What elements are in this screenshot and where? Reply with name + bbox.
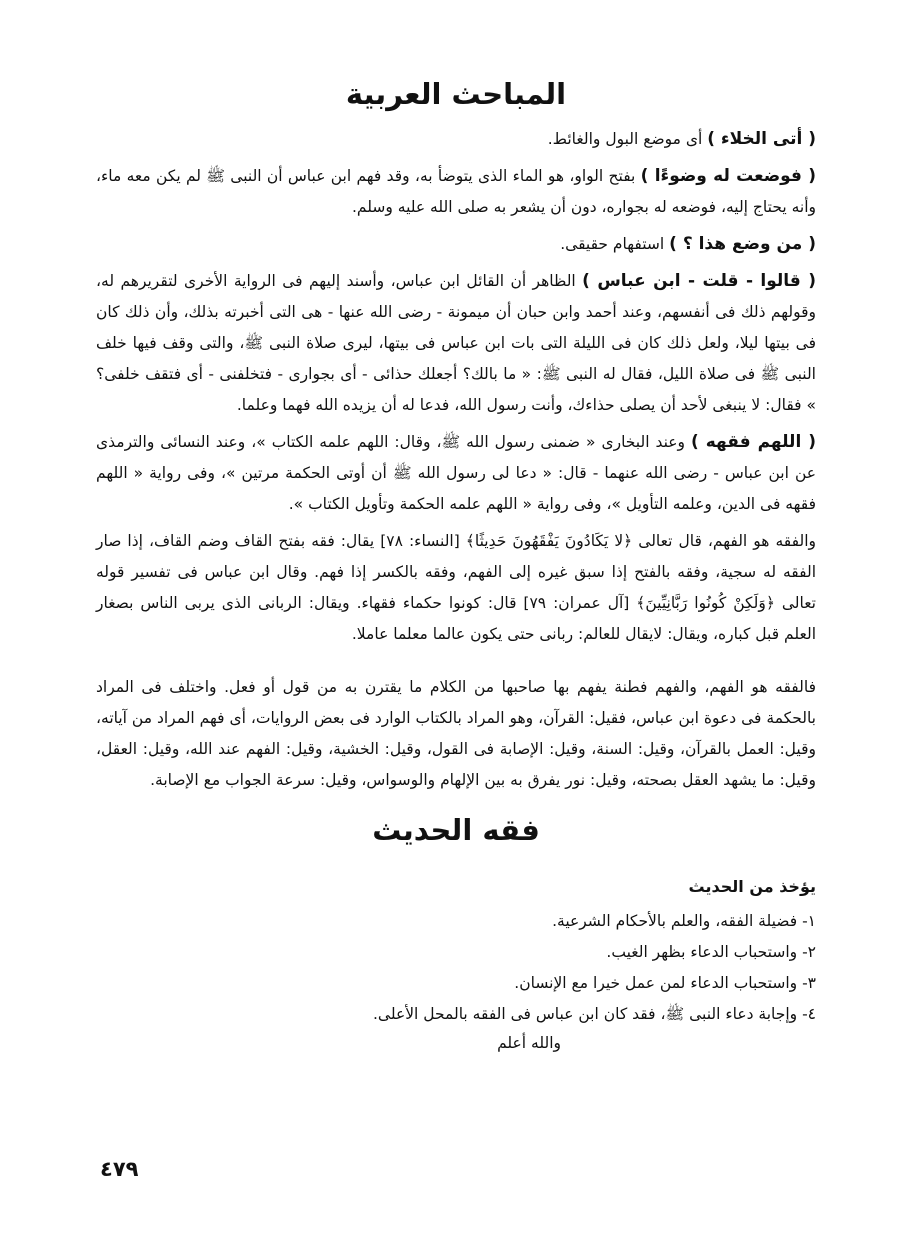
text-1: أى موضع البول والغائط. [547,130,708,148]
paragraph-1 [96,124,816,155]
text-7: فالفقه هو الفهم، والفهم فطنة يفهم بها صاحبها من الكلام ما يقترن به من قول أو فعل. واختلف فى المراد بالحكمة فى دعوة ابن عباس، فقيل: القرآن، وهو المراد بالكتاب الوارد فى بعض الروايات، أى فهم المراد من آياته، وقيل: العمل بالقرآن، وقيل: السنة، وقيل: الإصابة فى القول، وقيل: الخشية، وقيل: الفهم عند الله، وقيل: العقل، وقيل: ما يشهد العقل بصحته، وقيل: نور يفرق به بين الإلهام والوسواس، وقيل: سرعة الجواب مع الإصابة. [96,678,816,789]
text-3: استفهام حقيقى. [560,235,670,253]
list-item: ٤- وإجابة دعاء النبى ﷺ، فقد كان ابن عباس فى الفقه بالمحل الأعلى. [372,1005,816,1023]
list-item: ٣- واستحباب الدعاء لمن عمل خيرا مع الإنسان. [514,974,816,992]
lessons-list [96,906,816,1030]
term-4: ( قالوا - قلت - ابن عباس ) [582,271,816,291]
text-4: الظاهر أن القائل ابن عباس، وأسند إليهم فى الرواية الأخرى لتقريرهم له، وقولهم ذلك فى أنفسهم، وعند أحمد وابن حبان أن ميمونة - رضى الله عنها - هى التى أخبرته بذلك، وأن ذلك كان فى بيتها ليلا، ولعل ذلك كان فى الليلة التى بات ابن عباس فى بيتها، ليرى صلاة النبى ﷺ، والتى وقف فيها خلف النبى ﷺ فى صلاة الليل، فقال له النبى ﷺ: « ما بالك؟ أجعلك حذائى - أى بجوارى - فتخلفنى - أى فتقف خلفى؟ » فقال: لا ينبغى لأحد أن يصلى حذاءك، وأنت رسول الله، فدعا له أن يزيده الله فهما وعلما. [96,272,816,414]
paragraph-6 [96,526,816,650]
spacer [96,656,816,672]
paragraph-4 [96,266,816,421]
text-6: والفقه هو الفهم، قال تعالى ﴿لا يَكَادُونَ يَفْقَهُونَ حَدِيثًا﴾ [النساء: ٧٨] يقال: فقه بفتح القاف وضم القاف، إذا صار الفقه له سجية، وفقه بالفتح إذا سبق غيره إلى الفهم، وفقه بالكسر إذا فهم. وقال ابن عباس فى تفسير قوله تعالى ﴿وَلَكِنْ كُونُوا رَبَّانِيِّينَ﴾ [آل عمران: ٧٩] قال: كونوا حكماء فقهاء. ويقال: الربانى الذى يربى الناس بصغار العلم قبل كباره، ويقال: لايقال للعالم: ربانى حتى يكون عالما معلما عاملا. [96,532,816,643]
paragraph-2 [96,161,816,223]
paragraph-3 [96,229,816,260]
section-title-arabic-studies: المباحث العربية [345,77,567,111]
page-number: ٤٧٩ [100,1157,139,1181]
paragraph-5 [96,427,816,520]
section-title-hadith-fiqh: فقه الحديث [372,813,540,847]
paragraph-7 [96,672,816,796]
page-content [96,60,816,1230]
term-1: ( أتى الخلاء ) [707,129,816,149]
closing-phrase: والله أعلم [497,1034,561,1052]
term-3: ( من وضع هذا ؟ ) [669,234,816,254]
lessons-intro: يؤخذ من الحديث [688,877,816,896]
list-item: ٢- واستحباب الدعاء بظهر الغيب. [606,943,816,961]
term-5: ( اللهم فقهه ) [690,432,816,452]
text-5: وعند البخارى « ضمنى رسول الله ﷺ، وقال: اللهم علمه الكتاب »، وعند النسائى والترمذى عن ابن عباس - رضى الله عنهما - قال: « دعا لى رسول الله ﷺ أن أوتى الحكمة مرتين »، وفى رواية « اللهم فقهه فى الدين، وعلمه التأويل »، وفى رواية « اللهم علمه الحكمة وتأويل الكتاب ». [96,433,816,513]
term-2: ( فوضعت له وضوءًا ) [640,166,816,186]
text-2: بفتح الواو، هو الماء الذى يتوضأ به، وقد فهم ابن عباس أن النبى ﷺ لم يكن معه ماء، وأنه يحتاج إليه، فوضعه له بجواره، دون أن يشعر به صلى الله عليه وسلم. [96,167,816,216]
list-item: ١- فضيلة الفقه، والعلم بالأحكام الشرعية. [552,912,816,930]
